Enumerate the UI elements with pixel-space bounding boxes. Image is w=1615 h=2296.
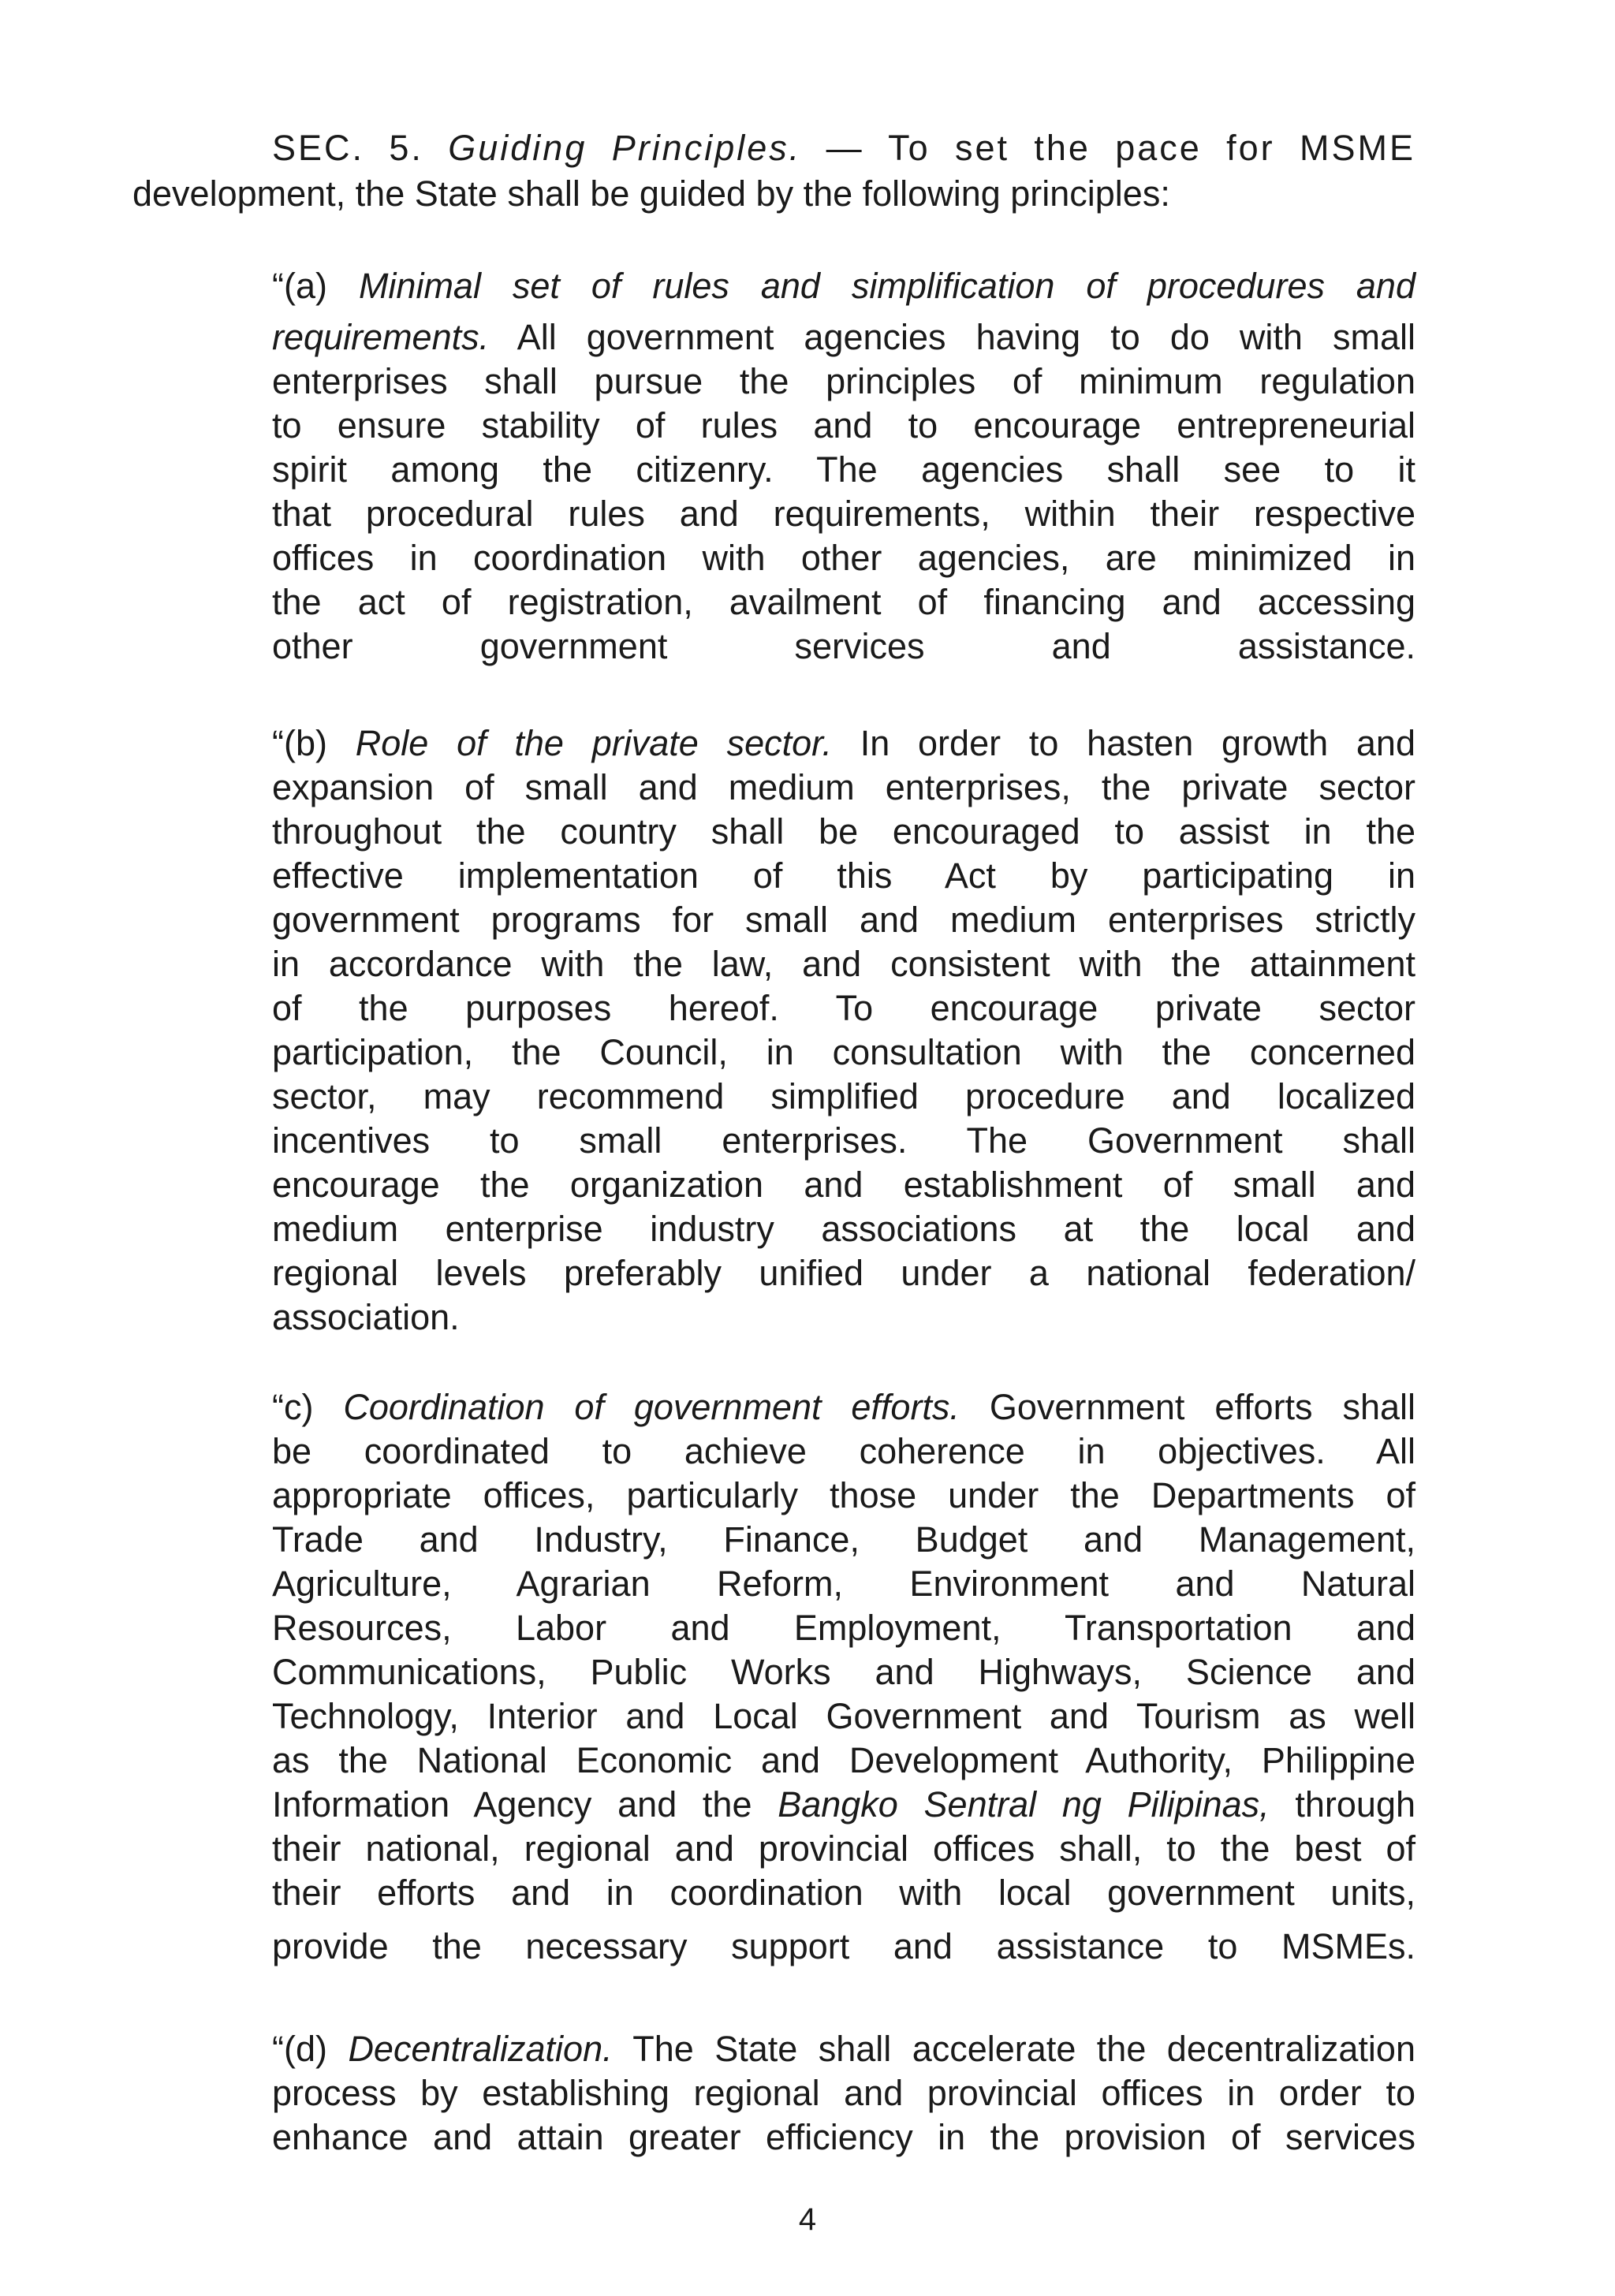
paragraph-c-line: their national, regional and provincial offices shall, to the best of [272, 1828, 1415, 1869]
paragraph-d-text: The State shall accelerate the decentralization [612, 2029, 1415, 2069]
paragraph-c-line: provide the necessary support and assistance to MSMEs. [272, 1926, 1415, 1966]
paragraph-a-text: All government agencies having to do with small [489, 317, 1415, 357]
paragraph-c [272, 1385, 1415, 1969]
paragraph-c-text: Government efforts shall [959, 1387, 1416, 1427]
paragraph-b-line: throughout the country shall be encouraged to assist in the [272, 811, 1415, 852]
paragraph-c-text: through [1269, 1784, 1416, 1824]
paragraph-c-line: Resources, Labor and Employment, Transportation and [272, 1608, 1415, 1648]
paragraph-d-heading [272, 2027, 1415, 2071]
paragraph-b-line: medium enterprise industry associations at the local and [272, 1209, 1415, 1249]
paragraph-b-line: of the purposes hereof. To encourage private sector [272, 988, 1415, 1028]
paragraph-a-line: to ensure stability of rules and to encourage entrepreneurial [272, 405, 1415, 445]
paragraph-c-title: Coordination of government efforts. [343, 1387, 960, 1427]
paragraph-b-text: In order to hasten growth and [831, 723, 1415, 763]
paragraph-a [272, 264, 1415, 669]
paragraph-c-line [272, 1783, 1415, 1827]
paragraph-d-title: Decentralization. [348, 2029, 613, 2069]
section-heading-line [272, 126, 1415, 170]
paragraph-d-label: “(d) [272, 2029, 349, 2069]
paragraph-b-line: association. [272, 1297, 460, 1337]
paragraph-a-line: enterprises shall pursue the principles of minimum regulation [272, 361, 1415, 401]
paragraph-c-heading [272, 1385, 1415, 1429]
paragraph-a-line: other government services and assistance. [272, 626, 1415, 666]
paragraph-b-line: in accordance with the law, and consistent with the attainment [272, 944, 1415, 984]
paragraph-a-line [272, 315, 1415, 360]
paragraph-c-line: be coordinated to achieve coherence in objectives. All [272, 1431, 1415, 1471]
paragraph-b-line: effective implementation of this Act by participating in [272, 855, 1415, 896]
paragraph-a-line: that procedural rules and requirements, within their respective [272, 494, 1415, 534]
paragraph-a-heading [272, 264, 1415, 308]
paragraph-b [272, 721, 1415, 1340]
paragraph-c-line: Technology, Interior and Local Government and Tourism as well [272, 1696, 1415, 1736]
paragraph-b-heading [272, 721, 1415, 766]
paragraph-b-line: participation, the Council, in consultation with the concerned [272, 1032, 1415, 1072]
paragraph-d [272, 2027, 1415, 2160]
paragraph-c-line: Communications, Public Works and Highways, Science and [272, 1652, 1415, 1692]
paragraph-c-line: as the National Economic and Development Authority, Philippine [272, 1740, 1415, 1780]
paragraph-b-title: Role of the private sector. [355, 723, 832, 763]
paragraph-a-title: Minimal set of rules and simplification of procedures and [358, 266, 1415, 306]
paragraph-c-line: appropriate offices, particularly those under the Departments of [272, 1475, 1415, 1515]
paragraph-b-line: government programs for small and medium enterprises strictly [272, 900, 1415, 940]
paragraph-c-italic-term: Bangko Sentral ng Pilipinas, [778, 1784, 1270, 1824]
section-intro-line2: development, the State shall be guided by the following principles: [132, 173, 1170, 214]
paragraph-b-line: incentives to small enterprises. The Government shall [272, 1120, 1415, 1161]
page-number: 4 [798, 2202, 817, 2237]
paragraph-d-line: enhance and attain greater efficiency in the provision of services [272, 2117, 1415, 2157]
paragraph-b-line: regional levels preferably unified under a national federation/ [272, 1253, 1415, 1293]
paragraph-c-text: Information Agency and the [272, 1784, 778, 1824]
section-title: Guiding Principles. [448, 128, 802, 168]
paragraph-a-line: offices in coordination with other agencies, are minimized in [272, 538, 1415, 578]
paragraph-b-line: expansion of small and medium enterprises, the private sector [272, 767, 1415, 807]
paragraph-b-label: “(b) [272, 723, 356, 763]
paragraph-d-line: process by establishing regional and provincial offices in order to [272, 2073, 1415, 2113]
paragraph-b-line: sector, may recommend simplified procedure and localized [272, 1076, 1415, 1116]
paragraph-c-line: their efforts and in coordination with local government units, [272, 1873, 1415, 1913]
paragraph-c-line: Agriculture, Agrarian Reform, Environment and Natural [272, 1564, 1415, 1604]
paragraph-a-line: the act of registration, availment of financing and accessing [272, 582, 1415, 622]
paragraph-a-label: “(a) [272, 266, 359, 306]
section-intro: — To set the pace for MSME [801, 128, 1415, 168]
paragraph-b-line: encourage the organization and establishment of small and [272, 1165, 1415, 1205]
paragraph-a-title-cont: requirements. [272, 317, 490, 357]
paragraph-a-line: spirit among the citizenry. The agencies shall see to it [272, 449, 1415, 490]
paragraph-c-line: Trade and Industry, Finance, Budget and Management, [272, 1519, 1415, 1560]
section-number: SEC. 5. [272, 128, 423, 168]
paragraph-c-label: “c) [272, 1387, 344, 1427]
